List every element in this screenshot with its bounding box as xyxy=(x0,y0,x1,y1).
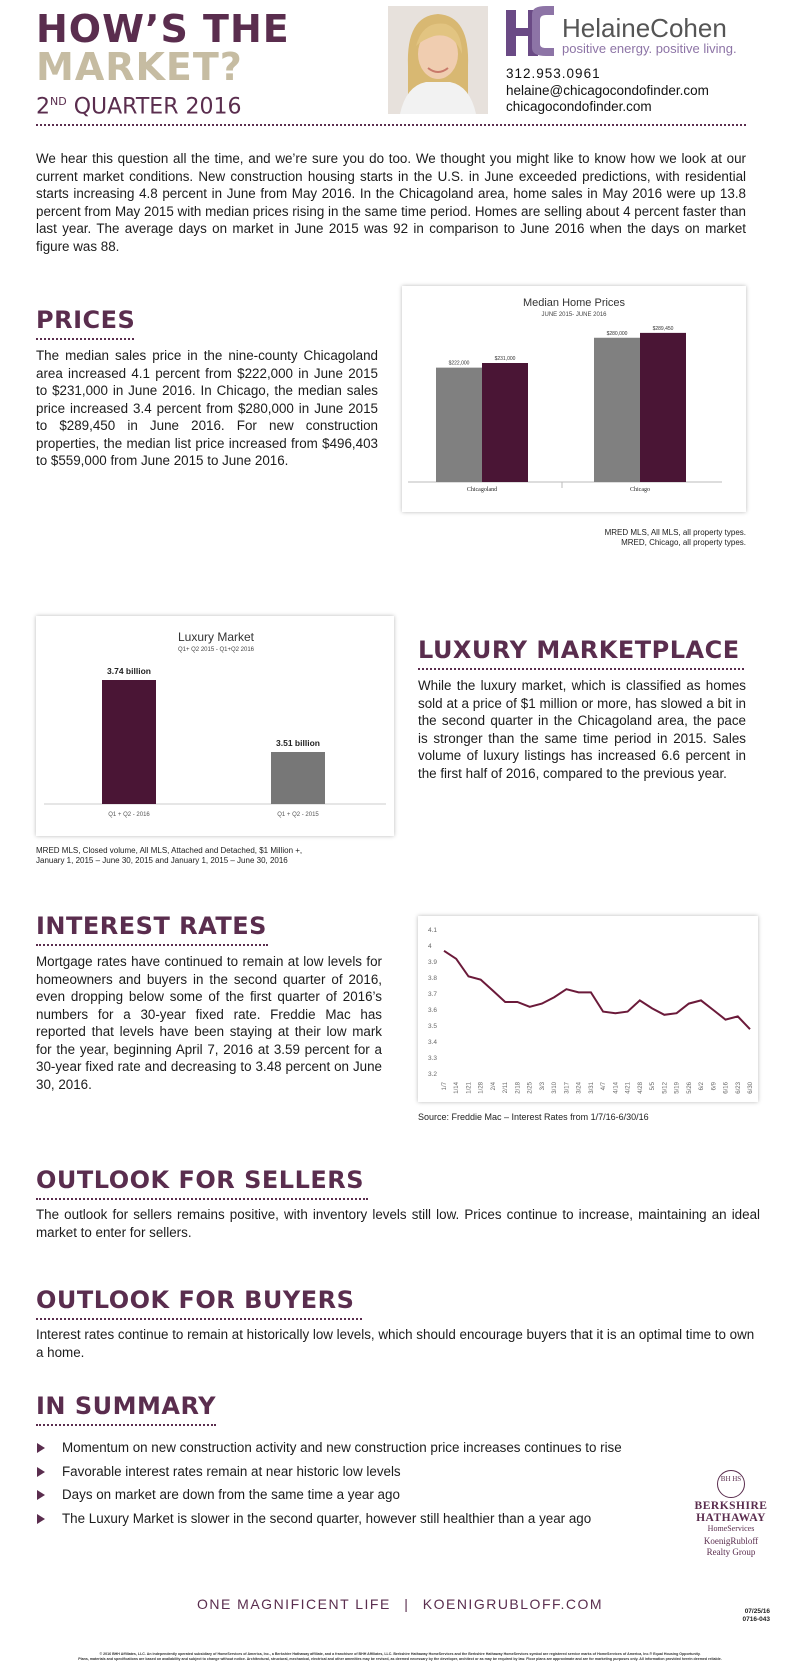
buyers-title: OUTLOOK FOR BUYERS xyxy=(36,1286,355,1314)
agent-contact xyxy=(506,66,709,116)
interest-x-tick-label: 4/28 xyxy=(637,1082,644,1094)
prices-source-line2: MRED, Chicago, all property types. xyxy=(621,538,746,547)
median-prices-chart-svg xyxy=(402,286,746,512)
luxury-market-chart xyxy=(36,616,394,836)
interest-x-tick-label: 4/7 xyxy=(601,1082,608,1091)
agent-tagline: positive energy. positive living. xyxy=(562,41,737,56)
interest-x-tick-label: 1/7 xyxy=(442,1082,448,1091)
footer-website-link[interactable]: KOENIGRUBLOFF.COM xyxy=(422,1596,604,1612)
luxury-divider xyxy=(418,668,744,670)
interest-divider xyxy=(36,944,268,946)
footer-date-code xyxy=(700,1608,770,1624)
interest-rate-series-line xyxy=(444,951,750,1029)
interest-x-tick-label: 2/25 xyxy=(527,1082,534,1094)
median-price-data-label: $222,000 xyxy=(448,360,470,367)
interest-title: INTEREST RATES xyxy=(36,912,267,940)
interest-x-tick-label: 6/2 xyxy=(699,1082,706,1091)
interest-x-tick-label: 2/11 xyxy=(503,1082,510,1094)
interest-x-tick-label: 3/17 xyxy=(564,1082,571,1094)
agent-photo xyxy=(388,6,488,114)
summary-list xyxy=(36,1436,696,1530)
agent-email[interactable]: helaine@chicagocondofinder.com xyxy=(506,82,709,98)
median-prices-chart-subtitle: JUNE 2015- JUNE 2016 xyxy=(541,312,607,318)
quarter-label: 2ND QUARTER 2016 xyxy=(36,94,242,120)
interest-rate-chart-svg xyxy=(418,916,758,1102)
interest-y-tick-label: 3.9 xyxy=(428,959,438,966)
luxury-chart-subtitle: Q1+ Q2 2015 - Q1+Q2 2016 xyxy=(177,647,255,653)
median-price-data-label: $289,450 xyxy=(652,325,674,332)
footer-disclaimer-line1: © 2016 BHH Affiliates, LLC. An independently operated subsidiary of HomeServices of America, Inc., a Berkshire Hathaway affiliate, and a franchisee of BHH Affiliates, LLC. Berkshire Hathaway HomeServices and the Berkshire Hathaway HomeServices symbol are registered service marks of HomeServices of America, Inc.® Equal Housing Opportunity. xyxy=(99,1652,701,1656)
interest-x-tick-label: 5/26 xyxy=(686,1082,693,1094)
luxury-paragraph: While the luxury market, which is classified as homes sold at a price of $1 million or more, has slowed a bit in the second quarter in the Chicagoland area, the pace is stronger than the same time period in 2015. Sales volume of luxury listings has increased 6.6 percent in the first half of 2016, compared to the previous year. xyxy=(418,678,746,781)
interest-y-tick-label: 4.1 xyxy=(428,927,438,934)
prices-divider xyxy=(36,338,134,340)
interest-y-tick-label: 3.5 xyxy=(428,1023,438,1030)
interest-x-tick-label: 1/14 xyxy=(454,1082,461,1094)
sellers-paragraph: The outlook for sellers remains positive, with inventory levels still low. Prices continue to increase, maintaining an ideal market to enter for sellers. xyxy=(36,1207,760,1240)
buyers-divider xyxy=(36,1318,362,1320)
median-prices-chart xyxy=(402,286,746,512)
median-price-bar xyxy=(482,363,528,482)
summary-divider xyxy=(36,1424,216,1426)
median-price-category-label: Chicagoland xyxy=(466,487,498,493)
summary-title: IN SUMMARY xyxy=(36,1392,217,1420)
brokerage-line2: HATHAWAY xyxy=(696,1512,766,1524)
footer-tagline xyxy=(0,1596,800,1612)
median-prices-chart-title: Median Home Prices xyxy=(522,297,626,309)
footer-separator: | xyxy=(404,1596,410,1612)
headline-line2: MARKET? xyxy=(36,45,243,89)
luxury-title: LUXURY MARKETPLACE xyxy=(418,636,740,664)
median-price-category-label: Chicago xyxy=(630,487,650,493)
interest-y-tick-label: 4 xyxy=(428,943,432,950)
intro-paragraph: We hear this question all the time, and we’re sure you do too. We thought you might like to know how we look at our current market conditions. New construction housing starts in the U.S. in June exceeded predictions, with residential starts increasing 4.8 percent in June from May 2016. In the Chicagoland area, home sales in May 2016 were up 13.8 percent from May 2015 with median prices rising in the same time period. Homes are selling about 4 percent faster than last year. The average days on market in June 2015 was 92 in comparison to June 2016 when the days on market figure was 88. xyxy=(36,151,746,254)
interest-x-tick-label: 2/18 xyxy=(515,1082,522,1094)
median-price-bar xyxy=(640,333,686,482)
interest-y-tick-label: 3.3 xyxy=(428,1055,438,1062)
luxury-data-label: 3.74 billion xyxy=(107,666,151,676)
luxury-category-label: Q1 + Q2 - 2016 xyxy=(108,812,150,818)
interest-x-tick-label: 5/12 xyxy=(662,1082,669,1094)
interest-x-tick-label: 3/24 xyxy=(576,1082,583,1094)
interest-x-tick-label: 3/10 xyxy=(552,1082,559,1094)
summary-item: The Luxury Market is slower in the second quarter, however still healthier than a year ago xyxy=(36,1507,696,1531)
interest-y-tick-label: 3.8 xyxy=(428,975,438,982)
prices-source-line1: MRED MLS, All MLS, all property types. xyxy=(604,528,746,537)
interest-x-tick-label: 1/28 xyxy=(478,1082,485,1094)
interest-x-tick-label: 3/3 xyxy=(539,1082,546,1091)
buyers-paragraph: Interest rates continue to remain at historically low levels, which should encourage buyers that it is an optimal time to own a home. xyxy=(36,1327,755,1360)
hc-logo xyxy=(506,6,554,56)
median-price-data-label: $231,000 xyxy=(494,356,516,362)
footer-code: 0716-043 xyxy=(742,1616,770,1623)
interest-paragraph: Mortgage rates have continued to remain at low levels for homeowners and buyers in the second quarter of 2016, even dropping below some of the first quarter of 2016’s numbers for a 30-year fixed rate. Freddie Mac has reported that levels have been staying at their low mark for the year, beginning April 7, 2016 at 3.59 percent for a 30-year fixed rate and decreasing to 3.48 percent on June 30, 2016. xyxy=(36,954,382,1092)
luxury-data-label: 3.51 billion xyxy=(276,738,320,748)
prices-paragraph: The median sales price in the nine-county Chicagoland area increased 4.1 percent from $222,000 in June 2015 to $231,000 in June 2016. In Chicago, the median sales price increased 3.4 percent from $280,000 in June 2015 to $289,450 in June 2016. For new construction properties, the median list price increased from $496,403 to $559,000 from June 2015 to June 2016. xyxy=(36,348,378,468)
prices-source xyxy=(500,528,746,548)
luxury-chart-title: Luxury Market xyxy=(177,630,255,644)
summary-item: Days on market are down from the same time a year ago xyxy=(36,1483,696,1507)
median-price-bar xyxy=(436,368,482,482)
agent-name: HelaineCohen xyxy=(562,13,727,43)
interest-x-tick-label: 4/21 xyxy=(625,1082,632,1094)
summary-item: Favorable interest rates remain at near historic low levels xyxy=(36,1460,696,1484)
interest-rate-chart xyxy=(418,916,758,1102)
luxury-category-label: Q1 + Q2 - 2015 xyxy=(277,812,319,818)
summary-item: Momentum on new construction activity and new construction price increases continues to rise xyxy=(36,1436,696,1460)
brokerage-line5: Realty Group xyxy=(706,1547,756,1557)
footer-slogan: ONE MAGNIFICENT LIFE xyxy=(196,1596,391,1612)
luxury-source-line2: January 1, 2015 – June 30, 2015 and January 1, 2015 – June 30, 2016 xyxy=(36,856,288,865)
luxury-bar xyxy=(271,752,325,804)
luxury-source-line1: MRED MLS, Closed volume, All MLS, Attached and Detached, $1 Million +, xyxy=(36,846,303,855)
interest-y-tick-label: 3.6 xyxy=(428,1007,438,1014)
brokerage-line4: KoenigRubloff xyxy=(703,1536,759,1546)
header-divider xyxy=(36,124,746,126)
footer-date: 07/25/16 xyxy=(744,1608,770,1615)
interest-x-tick-label: 3/31 xyxy=(588,1082,595,1094)
prices-title: PRICES xyxy=(36,306,136,334)
brokerage-logo xyxy=(686,1470,776,1558)
interest-x-tick-label: 2/4 xyxy=(490,1082,497,1091)
interest-x-tick-label: 6/30 xyxy=(748,1082,754,1094)
interest-x-tick-label: 6/23 xyxy=(735,1082,742,1094)
interest-x-tick-label: 4/14 xyxy=(613,1082,620,1094)
brokerage-monogram: BH HS xyxy=(717,1470,745,1498)
agent-phone[interactable]: 312.953.0961 xyxy=(506,66,601,81)
interest-x-tick-label: 5/19 xyxy=(674,1082,681,1094)
interest-x-tick-label: 6/9 xyxy=(711,1082,718,1091)
brokerage-line1: BERKSHIRE xyxy=(694,1500,768,1512)
interest-source: Source: Freddie Mac – Interest Rates from 1/7/16-6/30/16 xyxy=(418,1112,649,1122)
interest-x-tick-label: 5/5 xyxy=(650,1082,657,1091)
luxury-source xyxy=(36,846,396,866)
sellers-title: OUTLOOK FOR SELLERS xyxy=(36,1166,365,1194)
headline-line1: HOW’S THE xyxy=(36,7,290,51)
footer-disclaimer-line2: Plans, materials and specifications are based on availability and subject to change without notice. Architectural, structural, mechanical, electrical and other amenities may be revised, as deemed necessary by the developer, architect or as may be required by law. Floor plans are approximate and are for marketing purposes only. All information provided herein deemed reliable. xyxy=(78,1657,722,1661)
brokerage-line3: HomeServices xyxy=(707,1524,755,1533)
luxury-market-chart-svg xyxy=(36,616,394,836)
sellers-divider xyxy=(36,1198,368,1200)
agent-website[interactable]: chicagocondofinder.com xyxy=(506,99,652,114)
interest-x-tick-label: 6/16 xyxy=(723,1082,730,1094)
interest-x-tick-label: 1/21 xyxy=(466,1082,473,1094)
median-price-data-label: $280,000 xyxy=(606,330,628,337)
footer-disclaimer xyxy=(40,1652,760,1662)
interest-y-tick-label: 3.2 xyxy=(428,1071,438,1078)
luxury-bar xyxy=(102,680,156,804)
interest-y-tick-label: 3.7 xyxy=(428,991,438,998)
interest-y-tick-label: 3.4 xyxy=(428,1039,438,1046)
median-price-bar xyxy=(594,338,640,482)
